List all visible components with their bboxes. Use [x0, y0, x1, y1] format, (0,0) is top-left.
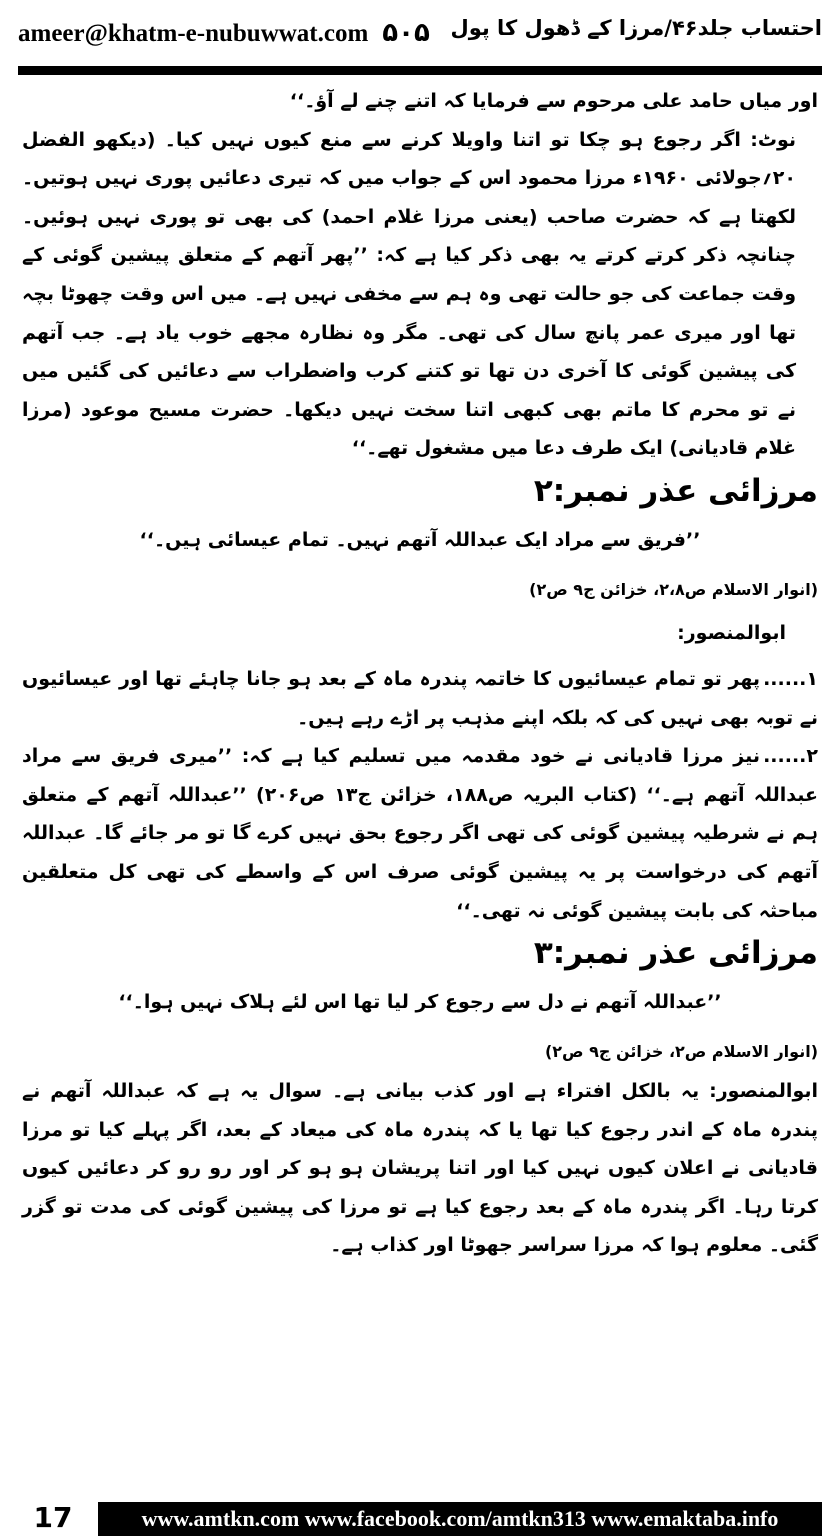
- footer-page-number: 17: [33, 1500, 73, 1534]
- label-abul-mansoor: ابوالمنصور:: [677, 621, 786, 644]
- page-body: [22, 82, 818, 1265]
- page-footer: [18, 1498, 822, 1538]
- list-item-2-text: نیز مرزا قادیانی نے خود مقدمہ میں تسلیم کیا ہے کہ: ’’میری فریق سے مراد عبداللہ آتھم ہے۔‘‘ (کتاب البریہ ص۱۸۸، خزائن ج۱۳ ص۲۰۶) ’’عبداللہ آتھم کے متعلق ہم نے شرطیہ پیشین گوئی کی تھی اگر رجوع بحق نہیں کرے گا تو مر جائے گا۔ عبداللہ آتھم کی درخواست پر یہ پیشین گوئی صرف اس کے واسطے کی تھی کل متعلقین مباحثہ کی بابت پیشین گوئی نہ تھی۔‘‘: [22, 745, 818, 922]
- heading-excuse-3: مرزائی عذر نمبر:۳: [533, 935, 818, 972]
- reference-excuse-3: (انوار الاسلام ص۲، خزائن ج۹ ص۲): [544, 1042, 818, 1062]
- paragraph-intro: اور میاں حامد علی مرحوم سے فرمایا کہ اتنے چنے لے آؤ۔‘‘: [289, 90, 818, 112]
- page-header: [18, 14, 822, 58]
- header-email[interactable]: ameer@khatm-e-nubuwwat.com: [18, 20, 369, 47]
- quote-excuse-3: ’’عبداللہ آتھم نے دل سے رجوع کر لیا تھا اس لئے ہلاک نہیں ہوا۔‘‘: [118, 991, 722, 1014]
- quote-excuse-2: ’’فریق سے مراد ایک عبداللہ آتھم نہیں۔ تمام عیسائی ہیں۔‘‘: [139, 528, 701, 551]
- header-rule: [18, 66, 822, 75]
- header-left: [18, 18, 430, 48]
- list-item-2: [22, 737, 818, 930]
- paragraph-final: ابوالمنصور: یہ بالکل افتراء ہے اور کذب بیانی ہے۔ سوال یہ ہے کہ عبداللہ آتھم نے پندرہ ماہ کے اندر رجوع کیا تھا یا کہ پندرہ ماہ کی میعاد کے بعد، اگر پہلے کیا تو مرزا قادیانی نے اعلان کیوں نہیں کیا اور اتنا پریشان ہو ہو کر اور رو رو کر دعائیں کیوں کرتا رہا۔ اگر پندرہ ماہ کے بعد رجوع کیا ہے تو مرزا کی پیشین گوئی کی مدت تو گزر گئی۔ معلوم ہوا کہ مرزا سراسر جھوٹا اور کذاب ہے۔: [22, 1080, 818, 1257]
- header-title: احتساب جلد۴۶/مرزا کے ڈھول کا پول: [450, 16, 822, 40]
- reference-excuse-2: (انوار الاسلام ص۲،۸، خزائن ج۹ ص۲): [529, 579, 818, 599]
- footer-links[interactable]: www.amtkn.com www.facebook.com/amtkn313 www.emaktaba.info: [98, 1502, 822, 1536]
- list-item-1: [22, 660, 818, 737]
- list-item-1-number: ۱......: [763, 667, 818, 690]
- header-page-number: ۵۰۵: [382, 18, 430, 48]
- heading-excuse-2: مرزائی عذر نمبر:۲: [533, 472, 818, 509]
- list-item-1-text: پھر تو تمام عیسائیوں کا خاتمہ پندرہ ماہ کے بعد ہو جانا چاہئے تھا اور عیسائیوں نے توبہ بھی نہیں کی کہ بلکہ اپنے مذہب پر اڑے رہے ہیں۔: [22, 667, 818, 729]
- paragraph-note: نوٹ: اگر رجوع ہو چکا تو اتنا واویلا کرنے سے منع کیوں نہیں کیا۔ (دیکھو الفضل ۲۰؍جولائی ۱۹۶۰ء مرزا محمود اس کے جواب میں کہ تیری دعائیں پوری نہیں ہوتیں۔ لکھتا ہے کہ حضرت صاحب (یعنی مرزا غلام احمد) کی بھی تو پوری نہیں ہوئیں۔ چنانچہ ذکر کرتے کرتے یہ بھی ذکر کیا ہے کہ: ’’پھر آتھم کے متعلق پیشین گوئی کے وقت جماعت کی جو حالت تھی وہ ہم سے مخفی نہیں ہے۔ میں اس وقت چھوٹا بچہ تھا اور میری عمر پانچ سال کی تھی۔ مگر وہ نظارہ مجھے خوب یاد ہے۔ جب آتھم کی پیشین گوئی کا آخری دن تھا تو کتنے کرب واضطراب سے دعائیں کی گئیں میں نے تو محرم کا ماتم بھی کبھی اتنا سخت نہیں دیکھا۔ حضرت مسیح موعود (مرزا غلام قادیانی) ایک طرف دعا میں مشغول تھے۔‘‘: [22, 128, 796, 460]
- list-item-2-number: ۲......: [763, 745, 818, 768]
